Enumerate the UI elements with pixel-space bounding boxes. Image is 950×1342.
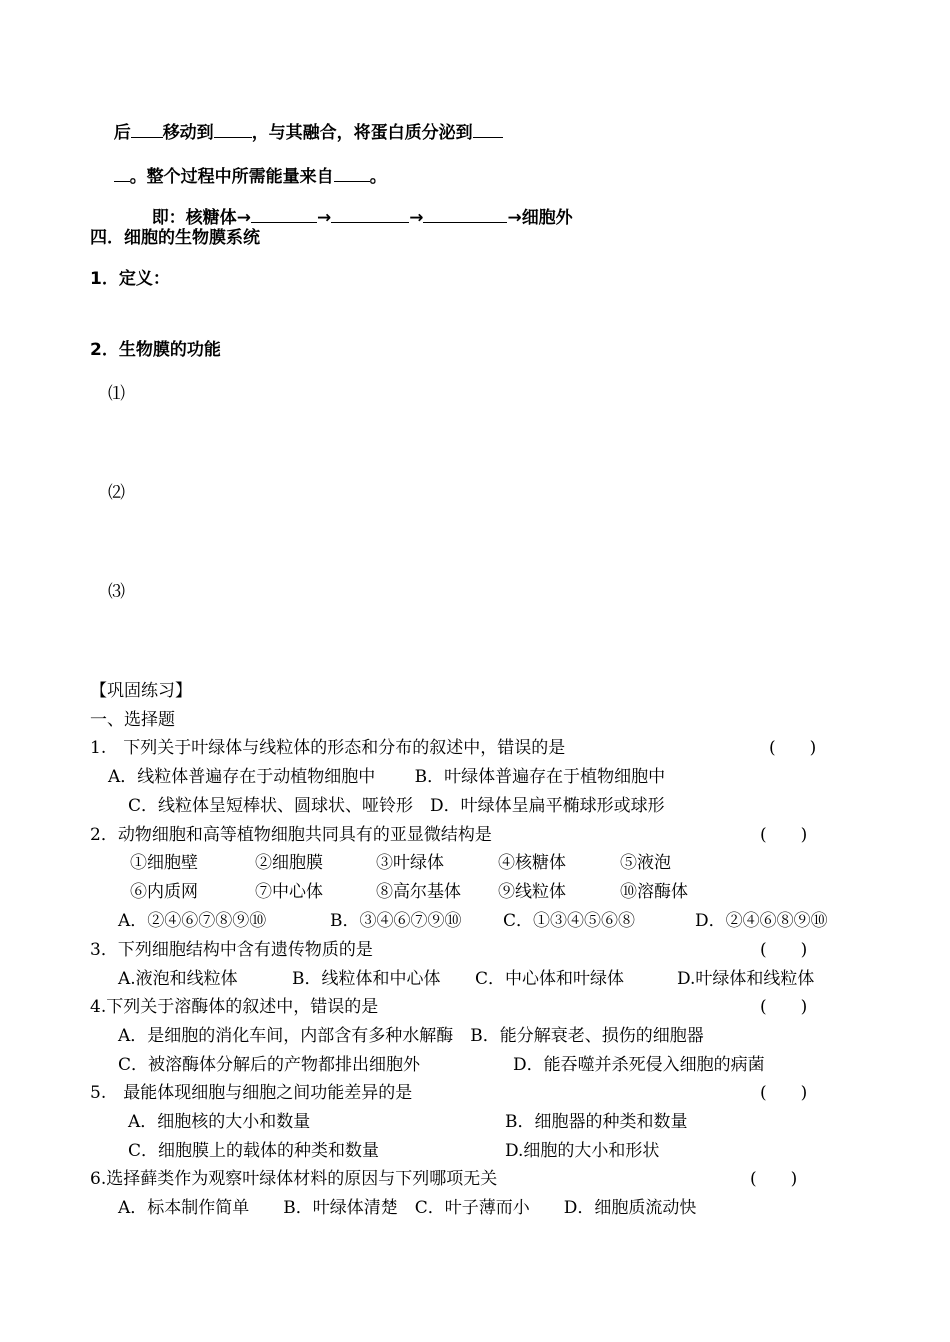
q4-stem: 4.下列关于溶酶体的叙述中，错误的是 [90,997,379,1017]
blank [334,164,370,182]
q2-item: ⑥内质网 [130,882,198,902]
blank [214,120,252,138]
q5-option-c: C．细胞膜上的载体的种类和数量 [128,1141,380,1161]
text-fragment: ，与其融合，将蛋白质分泌到 [251,123,473,143]
q5-option-a: A．细胞核的大小和数量 [128,1112,311,1132]
q5-option-d: D.细胞的大小和形状 [505,1141,660,1161]
practice-header: 【巩固练习】 [90,681,192,701]
q1-options-cd: C．线粒体呈短棒状、圆球状、哑铃形 D．叶绿体呈扁平椭球形或球形 [128,796,665,816]
section-title: 四．细胞的生物膜系统 [90,228,260,248]
q2-option-b: B．③④⑥⑦⑨⑩ [330,911,462,931]
q3-stem: 3．下列细胞结构中含有遗传物质的是 [90,940,373,960]
q2-item: ⑨线粒体 [498,882,566,902]
answer-paren: ( ) [769,738,817,758]
q2-item: ⑤液泡 [620,853,671,873]
blank [131,120,163,138]
q2-option-a: A．②④⑥⑦⑧⑨⑩ [118,911,267,931]
question-type: 一、选择题 [90,710,175,730]
q6-options: A．标本制作简单 B．叶绿体清楚 C．叶子薄而小 D．细胞质流动快 [118,1198,697,1218]
q5-option-b: B．细胞器的种类和数量 [505,1112,688,1132]
q2-item: ①细胞壁 [130,853,198,873]
answer-paren: ( ) [760,997,808,1017]
function-item-1: ⑴ [108,384,125,404]
answer-paren: ( ) [760,1083,808,1103]
q3-option-d: D.叶绿体和线粒体 [677,969,815,989]
function-item-2: ⑵ [108,483,125,503]
q2-item: ④核糖体 [498,853,566,873]
arrow-icon: → [316,208,332,228]
q3-option-a: A.液泡和线粒体 [118,969,238,989]
q1-stem: 1. 下列关于叶绿体与线粒体的形态和分布的叙述中，错误的是 [90,738,566,758]
q2-item: ⑧高尔基体 [376,882,461,902]
answer-paren: ( ) [760,825,808,845]
function-item-3: ⑶ [108,582,125,602]
blank [473,120,503,138]
blank [423,205,507,223]
q3-option-b: B．线粒体和中心体 [292,969,441,989]
q1-options-ab: A．线粒体普遍存在于动植物细胞中 B．叶绿体普遍存在于植物细胞中 [108,767,666,787]
q4-options-ab: A．是细胞的消化车间，内部含有多种水解酶 B．能分解衰老、损伤的细胞器 [118,1026,704,1046]
q2-item: ⑩溶酶体 [620,882,688,902]
q6-stem: 6.选择藓类作为观察叶绿体材料的原因与下列哪项无关 [90,1169,498,1189]
text-fragment: 后 [113,123,131,143]
q5-stem: 5. 最能体现细胞与细胞之间功能差异的是 [90,1083,413,1103]
q4-option-c: C．被溶酶体分解后的产物都排出细胞外 [118,1055,421,1075]
q2-option-d: D．②④⑥⑧⑨⑩ [695,911,828,931]
text-fragment: 。 [369,167,387,187]
blank [114,164,130,182]
arrow-icon: → [236,208,251,228]
q4-option-d: D．能吞噬并杀死侵入细胞的病菌 [513,1055,765,1075]
text-fragment: 。整个过程中所需能量来自 [129,167,334,187]
q2-item: ②细胞膜 [255,853,323,873]
function-label: 2．生物膜的功能 [90,340,221,360]
ribosome-label: 即：核糖体 [151,208,237,228]
q2-option-c: C．①③④⑤⑥⑧ [503,911,636,931]
arrow-icon: → [409,208,424,228]
q2-stem: 2．动物细胞和高等植物细胞共同具有的亚显微结构是 [90,825,492,845]
answer-paren: ( ) [750,1169,798,1189]
answer-paren: ( ) [760,940,808,960]
blank [331,205,409,223]
q3-option-c: C．中心体和叶绿体 [475,969,625,989]
text-fragment: 移动到 [162,123,214,143]
definition-label: 1．定义： [90,269,170,289]
arrow-icon: → [507,208,522,228]
blank [251,205,317,223]
outside-cell-label: 细胞外 [521,208,573,228]
q2-item: ③叶绿体 [376,853,444,873]
q2-item: ⑦中心体 [255,882,323,902]
